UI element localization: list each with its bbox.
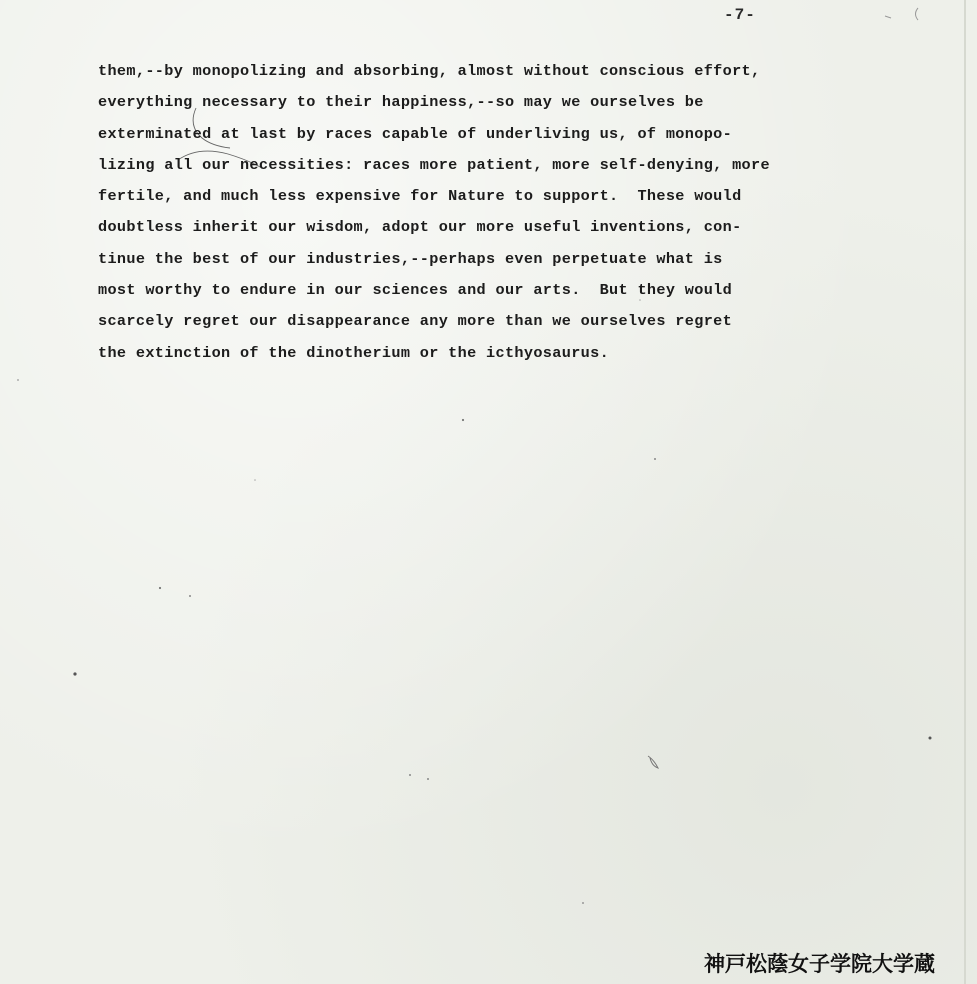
- page-number: -7-: [724, 6, 756, 24]
- text-line-4: lizing all our necessities: races more patient, more self-denying, more: [98, 155, 770, 174]
- text-line-8: most worthy to endure in our sciences and our arts. But they would: [98, 281, 733, 300]
- text-line-1: them,--by monopolizing and absorbing, almost without conscious effort,: [98, 62, 761, 80]
- text-line-10: the extinction of the dinotherium or the icthyosaurus.: [98, 343, 610, 362]
- text-line-3: exterminated at last by races capable of underliving us, of monopo-: [98, 124, 733, 143]
- text-line-6: doubtless inherit our wisdom, adopt our more useful inventions, con-: [98, 218, 742, 237]
- typed-paragraph: [98, 56, 888, 369]
- text-line-9: scarcely regret our disappearance any more than we ourselves regret: [98, 312, 733, 331]
- holder-mark: 神戸松蔭女子学院大学蔵: [704, 952, 935, 976]
- text-line-7: tinue the best of our industries,--perhaps even perpetuate what is: [98, 249, 723, 268]
- text-line-2: everything necessary to their happiness,--so may we ourselves be: [98, 93, 704, 112]
- text-line-5: fertile, and much less expensive for Nature to support. These would: [98, 187, 742, 206]
